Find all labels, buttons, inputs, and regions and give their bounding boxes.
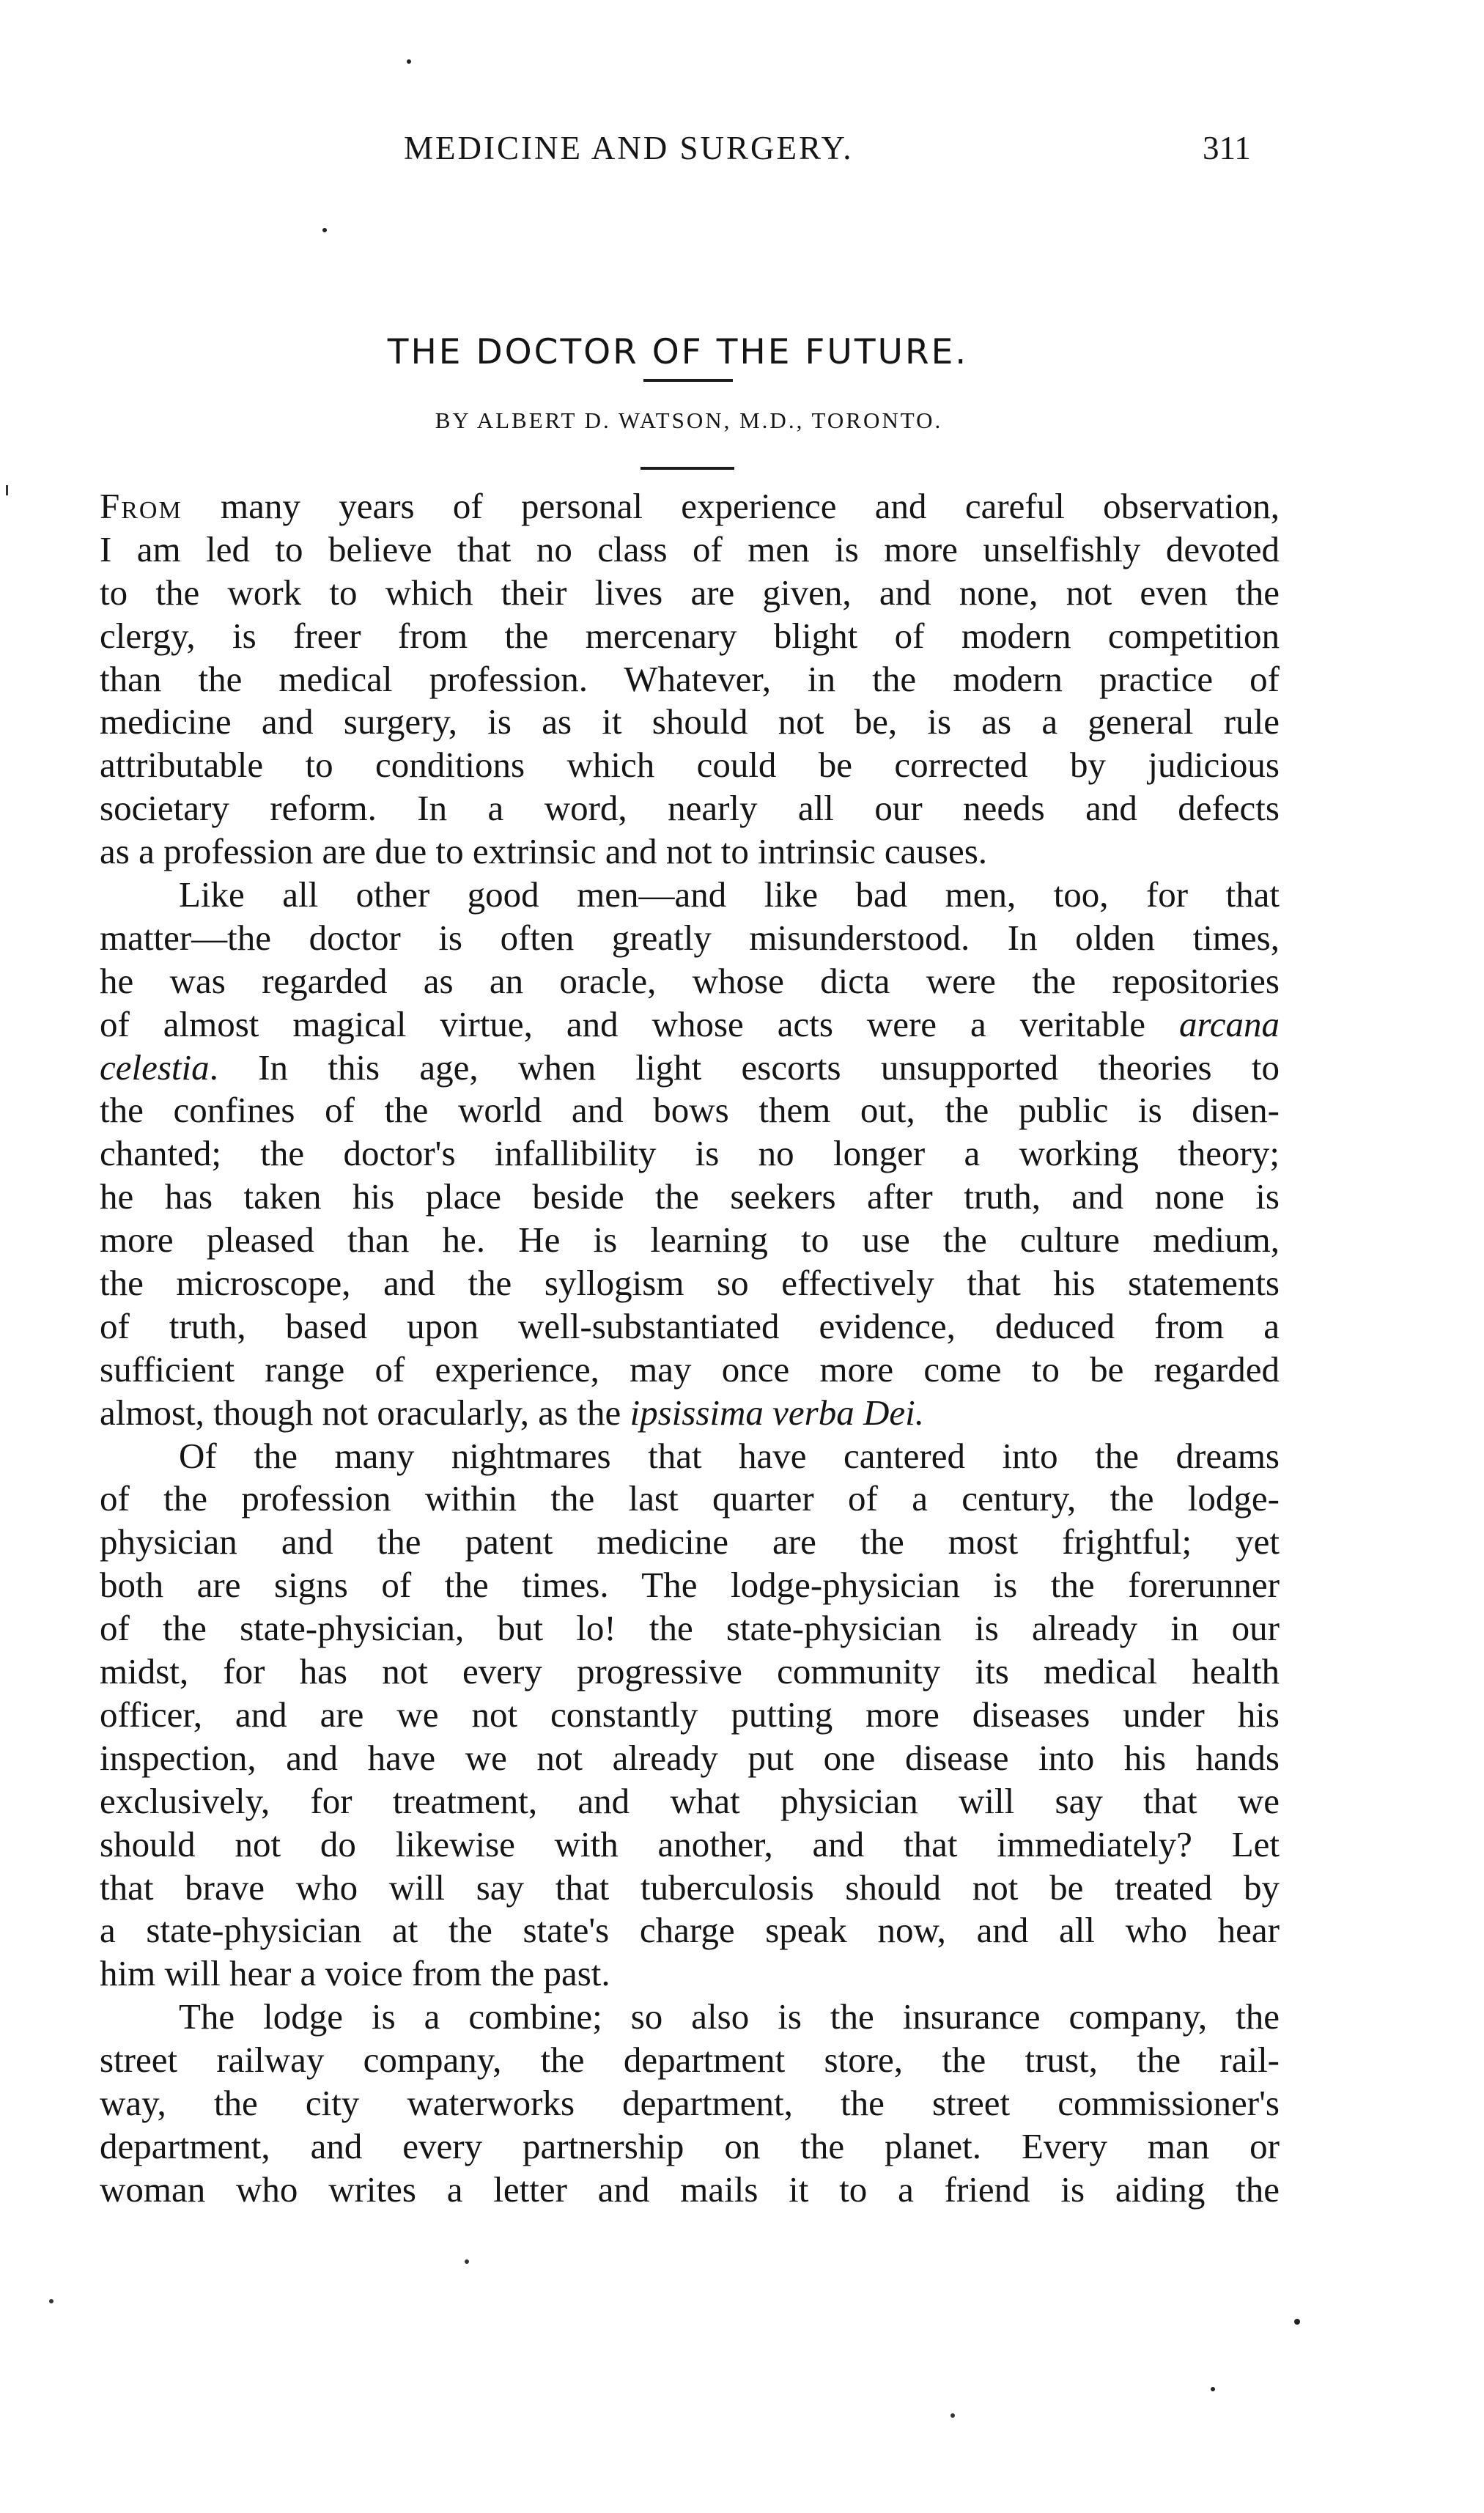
text-line	[100, 1952, 1280, 1996]
text-line	[100, 1176, 1280, 1219]
text-line	[100, 1996, 1280, 2039]
text-line	[100, 960, 1280, 1003]
line-text: should not do likewise with another, and that immediately? Let	[100, 1823, 1280, 1864]
line-text: as a profession are due to extrinsic and not to intrinsic causes.	[100, 831, 988, 872]
text-line	[100, 2169, 1280, 2212]
line-text: exclusively, for treatment, and what physician will say that we	[100, 1780, 1280, 1821]
article-body	[100, 485, 1280, 2212]
byline-divider	[641, 467, 734, 470]
text-line	[100, 485, 1280, 528]
line-text: matter—the doctor is often greatly misunderstood. In olden times,	[100, 917, 1280, 958]
line-text: street railway company, the department store, the trust, the rail-	[100, 2040, 1280, 2081]
text-line	[100, 1607, 1280, 1650]
text-line	[100, 1047, 1280, 1090]
text-line	[100, 744, 1280, 787]
text-line	[100, 2039, 1280, 2082]
paragraph	[100, 485, 1280, 874]
line-text: him will hear a voice from the past.	[100, 1953, 610, 1994]
line-text: the confines of the world and bows them out, the public is disen-	[100, 1090, 1280, 1131]
line-text: woman who writes a letter and mails it to a friend is aiding the	[100, 2169, 1280, 2210]
text-line	[100, 1348, 1280, 1392]
text-line	[100, 1435, 1280, 1478]
line-text: both are signs of the times. The lodge-physician is the forerunner	[100, 1565, 1280, 1606]
text-line	[100, 1694, 1280, 1737]
line-text: chanted; the doctor's infallibility is no longer a working theory;	[100, 1133, 1280, 1174]
line-text: clergy, is freer from the mercenary blight of modern competition	[100, 615, 1280, 656]
title-divider	[643, 379, 733, 382]
text-line	[100, 1132, 1280, 1176]
text-line	[100, 1909, 1280, 1952]
line-text: of almost magical virtue, and whose acts were a veritable	[100, 1003, 1179, 1044]
text-line	[100, 1089, 1280, 1132]
paragraph	[100, 874, 1280, 1435]
line-text: physician and the patent medicine are the most frightful; yet	[100, 1521, 1280, 1562]
text-line	[100, 1650, 1280, 1694]
line-text: that brave who will say that tuberculosis should not be treated by	[100, 1867, 1280, 1908]
text-line	[100, 1780, 1280, 1823]
text-line	[100, 1477, 1280, 1521]
line-text: societary reform. In a word, nearly all our needs and defects	[100, 788, 1280, 829]
text-line	[100, 830, 1280, 874]
line-text: sufficient range of experience, may once more come to be regarded	[100, 1348, 1280, 1390]
paragraph	[100, 1435, 1280, 1996]
line-text: I am led to believe that no class of men is more unselfishly devoted	[100, 528, 1280, 569]
line-text: Like all other good men—and like bad men, too, for that	[179, 874, 1280, 915]
drop-lead-word: From	[100, 486, 182, 526]
line-text: way, the city waterworks department, the street commissioner's	[100, 2082, 1280, 2123]
line-text: . In this age, when light escorts unsupported theories to	[209, 1047, 1280, 1088]
page-number: 311	[1203, 130, 1251, 166]
italic-phrase: celestia	[100, 1047, 210, 1088]
text-line	[100, 1003, 1280, 1047]
text-line	[100, 874, 1280, 917]
line-text: to the work to which their lives are given, and none, not even the	[100, 572, 1280, 613]
text-line	[100, 1305, 1280, 1348]
line-text: more pleased than he. He is learning to use the culture medium,	[100, 1219, 1280, 1261]
line-text: officer, and are we not constantly putting more diseases under his	[100, 1694, 1280, 1735]
running-header	[0, 129, 1484, 180]
line-text: a state-physician at the state's charge speak now, and all who hear	[100, 1910, 1280, 1951]
italic-phrase: arcana	[1179, 1003, 1280, 1044]
line-text: department, and every partnership on the planet. Every man or	[100, 2125, 1280, 2166]
article-title: THE DOCTOR OF THE FUTURE.	[387, 332, 969, 373]
line-text: almost, though not oracularly, as the	[100, 1392, 630, 1433]
italic-phrase: ipsissima verba Dei.	[630, 1392, 924, 1433]
text-line	[100, 615, 1280, 658]
text-line	[100, 2082, 1280, 2125]
text-line	[100, 1564, 1280, 1607]
line-text: midst, for has not every progressive community its medical health	[100, 1651, 1280, 1692]
line-text: he has taken his place beside the seekers after truth, and none is	[100, 1176, 1280, 1217]
text-line	[100, 1737, 1280, 1780]
text-line	[100, 2125, 1280, 2169]
line-text: inspection, and have we not already put one disease into his hands	[100, 1737, 1280, 1778]
line-text: The lodge is a combine; so also is the insurance company, the	[179, 1996, 1280, 2037]
text-line	[100, 1823, 1280, 1867]
text-line	[100, 1392, 1280, 1435]
line-text: medicine and surgery, is as it should not be, is as a general rule	[100, 701, 1280, 742]
text-line	[100, 1867, 1280, 1910]
line-text: Of the many nightmares that have cantered into the dreams	[179, 1435, 1280, 1476]
line-text: of the state-physician, but lo! the state-physician is already in our	[100, 1608, 1280, 1649]
text-line	[100, 787, 1280, 830]
text-line	[100, 1262, 1280, 1305]
line-text: of truth, based upon well-substantiated evidence, deduced from a	[100, 1305, 1280, 1346]
text-line	[100, 1219, 1280, 1262]
paragraph	[100, 1996, 1280, 2211]
line-text: the microscope, and the syllogism so effectively that his statements	[100, 1263, 1280, 1304]
line-text: than the medical profession. Whatever, in the modern practice of	[100, 658, 1280, 699]
article-byline: BY ALBERT D. WATSON, M.D., TORONTO.	[435, 407, 943, 433]
text-line	[100, 1521, 1280, 1564]
text-line	[100, 917, 1280, 960]
line-text: he was regarded as an oracle, whose dicta were the repositories	[100, 960, 1280, 1001]
text-line	[100, 528, 1280, 572]
text-line	[100, 701, 1280, 744]
line-text: of the profession within the last quarter of a century, the lodge-	[100, 1478, 1280, 1519]
running-title: MEDICINE AND SURGERY.	[404, 130, 854, 166]
text-line	[100, 572, 1280, 615]
text-line	[100, 658, 1280, 701]
line-text: many years of personal experience and careful observation,	[221, 486, 1280, 526]
line-text: attributable to conditions which could be corrected by judicious	[100, 745, 1280, 786]
